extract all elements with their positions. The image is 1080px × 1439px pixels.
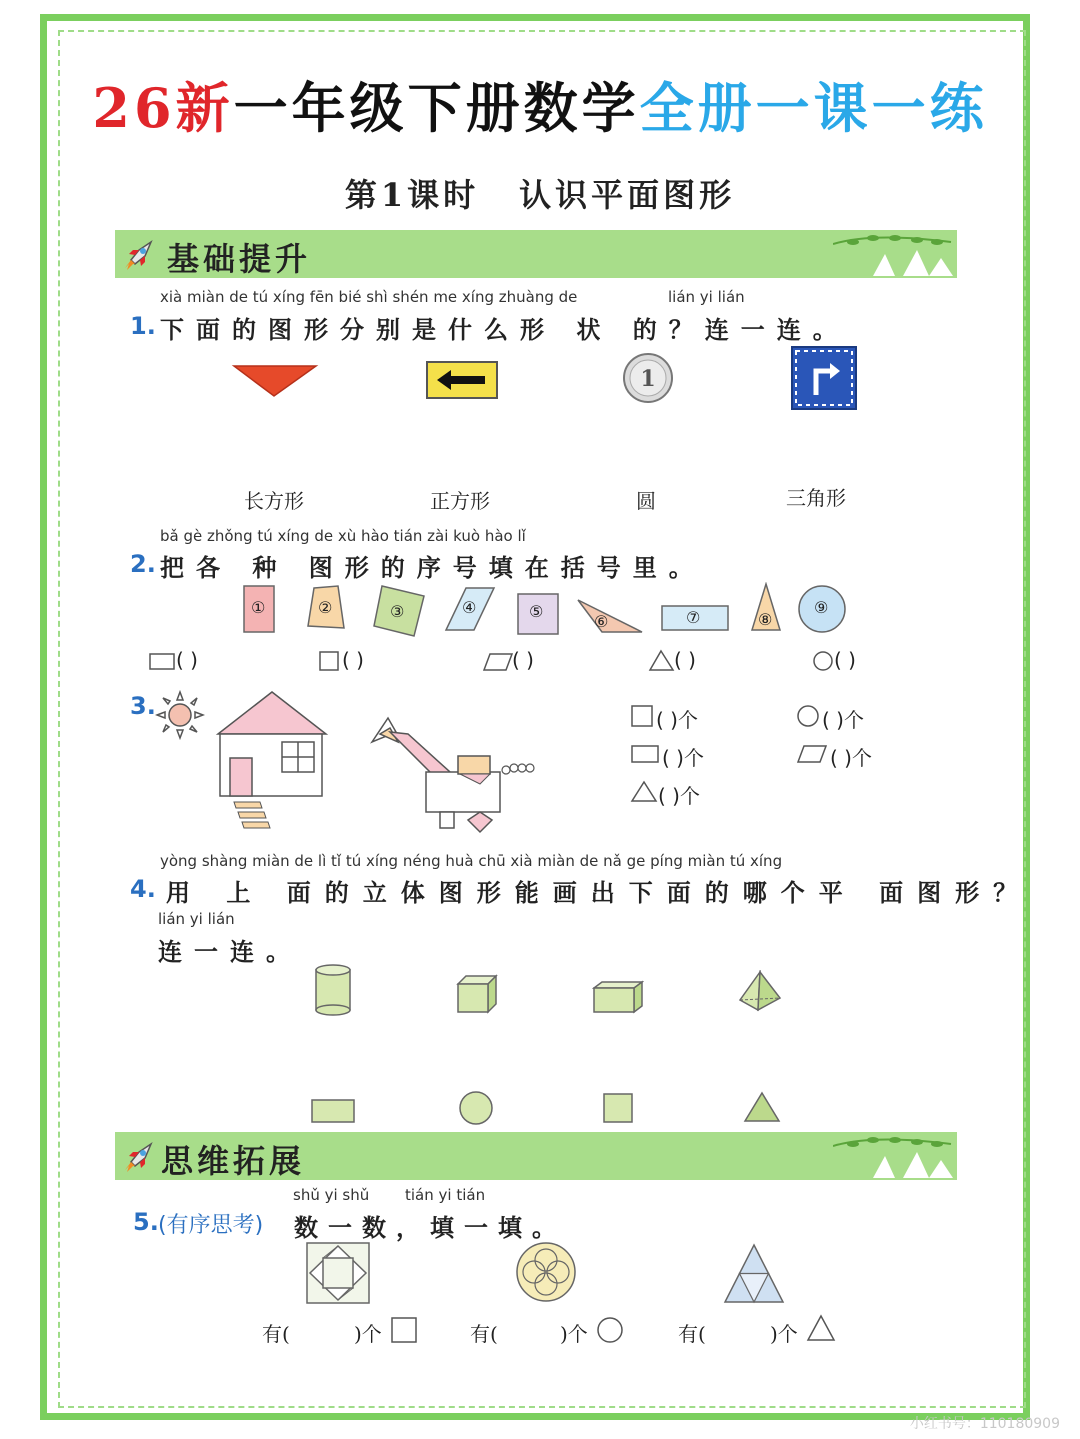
section-extend-title: 思维拓展	[161, 1142, 306, 1180]
q5-tag: (有序思考)	[158, 1213, 264, 1238]
q1-pinyin-b: lián yi lián	[668, 288, 745, 306]
shape-number-6: ⑥	[594, 612, 609, 631]
shape-number-9: ⑨	[814, 598, 829, 617]
q2-number: 2.	[130, 550, 156, 578]
q4-text-b: 连一连。	[158, 938, 302, 966]
q2-blank-rectangle[interactable]: ( )	[176, 648, 198, 672]
arrow-sign-icon	[425, 360, 499, 400]
dog-picture	[368, 712, 538, 838]
triangle-icon	[648, 649, 676, 673]
section-extend-band	[115, 1132, 957, 1180]
q1-pinyin-a: xià miàn de tú xíng fēn bié shì shén me xíng zhuàng de	[160, 288, 578, 306]
sun-icon	[155, 690, 205, 740]
red-triangle-icon	[230, 360, 320, 400]
lesson-title	[0, 170, 1080, 216]
q5-text: 数一数，填一填。	[294, 1214, 566, 1242]
shape-number-3: ③	[390, 602, 405, 621]
q4-pinyin-a: yòng shàng miàn de lì tǐ tú xíng néng huà chū xià miàn de nǎ ge píng miàn tú xíng	[160, 852, 783, 870]
watermark: 小红书号：110180909	[909, 1416, 1060, 1432]
nested-squares-figure	[304, 1240, 372, 1306]
q2-blank-triangle[interactable]: ( )	[674, 648, 696, 672]
q2-blank-circle[interactable]: ( )	[834, 648, 856, 672]
parallelogram-icon	[482, 652, 514, 672]
page-title	[0, 66, 1080, 143]
coin-icon	[620, 350, 676, 406]
svg-text:1: 1	[640, 366, 656, 392]
section-basic-band	[115, 230, 957, 278]
rectangle-shape-icon	[310, 1096, 356, 1126]
q2-text: 把各 种 图形的序号填在括号里。	[160, 554, 705, 582]
cube-icon	[454, 972, 500, 1016]
q5-blank-3-prefix[interactable]: 有(	[678, 1322, 706, 1346]
q1-label-circle: 圆	[636, 489, 656, 513]
shape-number-1: ①	[251, 598, 266, 617]
q3-blank-parallelogram[interactable]: ( )个	[830, 746, 872, 770]
q5-blank-2-prefix[interactable]: 有(	[470, 1322, 498, 1346]
section-basic-title: 基础提升	[167, 240, 312, 278]
q3-blank-rectangle[interactable]: ( )个	[662, 746, 704, 770]
q1-label-triangle: 三角形	[786, 486, 846, 510]
title-red: 26新	[92, 76, 234, 140]
triangle-shape-icon	[742, 1090, 782, 1124]
q5-blank-1-suffix: )个	[354, 1322, 382, 1346]
cuboid-icon	[592, 978, 644, 1016]
q2-blank-parallelogram[interactable]: ( )	[512, 648, 534, 672]
q3-blank-triangle[interactable]: ( )个	[658, 784, 700, 808]
q5-number: 5.	[133, 1208, 159, 1236]
shape-number-4: ④	[462, 598, 477, 617]
shape-number-2: ②	[318, 598, 333, 617]
title-black: 一年级下册数学	[233, 76, 640, 140]
q4-text-a: 用 上 面的立体图形能画出下面的哪个平 面图形？	[166, 879, 1032, 907]
q3-blank-square[interactable]: ( )个	[656, 708, 698, 732]
house-picture	[212, 690, 332, 838]
triangle-icon	[630, 780, 660, 804]
triangle-icon	[806, 1314, 836, 1342]
q2-blank-square[interactable]: ( )	[342, 648, 364, 672]
q1-label-rectangle: 长方形	[244, 489, 304, 513]
q2-pinyin: bǎ gè zhǒng tú xíng de xù hào tián zài kuò hào lǐ	[160, 527, 526, 545]
circle-shape-icon	[456, 1088, 496, 1128]
rocket-icon	[121, 1140, 157, 1176]
circle-icon	[596, 1316, 624, 1344]
cylinder-icon	[310, 962, 356, 1018]
circle-icon	[796, 704, 822, 728]
circle-icon	[812, 649, 836, 673]
rectangle-icon	[630, 742, 664, 766]
shape-number-8: ⑧	[758, 610, 773, 629]
leaves-decoration	[833, 1134, 953, 1178]
square-icon	[390, 1316, 418, 1344]
turn-right-sign-icon	[790, 345, 858, 411]
q5-pinyin-b: tián yi tián	[405, 1186, 486, 1204]
q5-blank-2-suffix: )个	[560, 1322, 588, 1346]
q4-pinyin-b: lián yi lián	[158, 910, 235, 928]
square-icon	[630, 704, 656, 728]
q3-number: 3.	[130, 692, 156, 720]
q1-number: 1.	[130, 312, 156, 340]
square-icon	[318, 650, 342, 672]
q2-shape-numbers	[238, 598, 858, 638]
triangles-figure	[722, 1242, 786, 1306]
shape-number-5: ⑤	[529, 602, 544, 621]
lesson-number: 第1课时	[344, 176, 480, 214]
q5-blank-1-prefix[interactable]: 有(	[262, 1322, 290, 1346]
q3-blank-circle[interactable]: ( )个	[822, 708, 864, 732]
pyramid-icon	[736, 970, 784, 1014]
rectangle-icon	[148, 650, 178, 672]
q5-blank-3-suffix: )个	[770, 1322, 798, 1346]
circles-figure	[514, 1240, 578, 1304]
q5-pinyin-a: shǔ yi shǔ	[293, 1186, 370, 1204]
title-blue: 全册一课一练	[639, 76, 988, 140]
shape-number-7: ⑦	[686, 608, 701, 627]
parallelogram-icon	[796, 744, 830, 764]
q1-text: 下面的图形分别是什么形 状 的？连一连。	[160, 316, 849, 344]
square-shape-icon	[600, 1090, 636, 1126]
leaves-decoration	[833, 232, 953, 276]
lesson-topic: 认识平面图形	[519, 176, 736, 214]
rocket-icon	[121, 238, 157, 274]
q1-label-square: 正方形	[430, 489, 490, 513]
q4-number: 4.	[130, 875, 156, 903]
